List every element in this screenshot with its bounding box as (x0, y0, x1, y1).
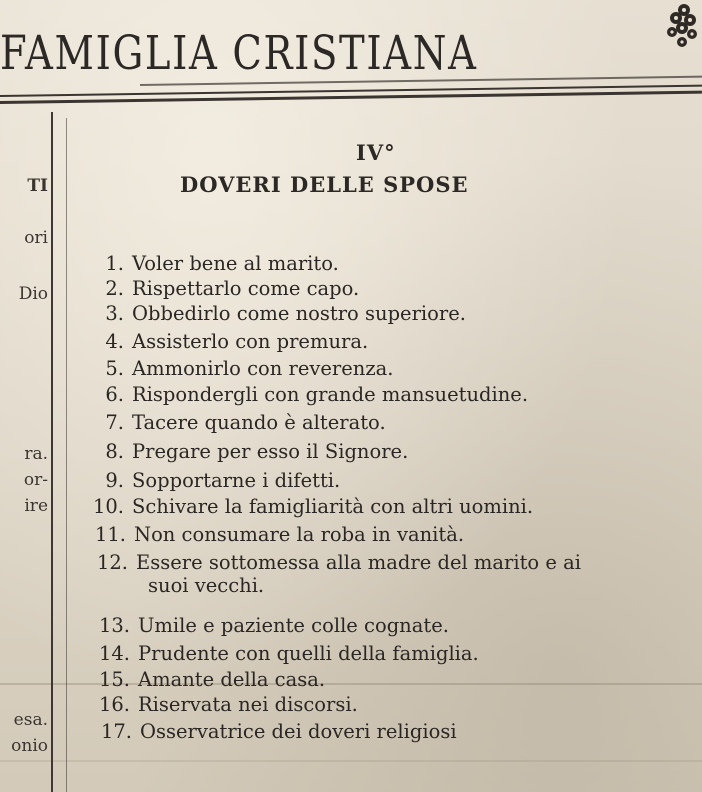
list-item (105, 330, 369, 353)
list-item-number: 16. (98, 693, 130, 716)
list-item (98, 668, 326, 691)
list-item-text: Umile e paziente colle cognate. (138, 614, 449, 637)
flower-ornament-icon (662, 0, 702, 52)
list-item-number: 9. (105, 469, 124, 492)
list-item (105, 302, 466, 325)
list-item-number: 12. (96, 551, 128, 574)
list-item-number: 17. (100, 720, 132, 743)
list-item-text: Osservatrice dei doveri religiosi (140, 720, 457, 743)
list-item-number: 6. (105, 383, 124, 406)
section-number: IV° (356, 140, 396, 165)
list-item (105, 277, 360, 300)
list-item-number: 11. (94, 523, 126, 546)
left-column-fragment: ori (24, 228, 48, 248)
left-column-fragment: Dio (18, 284, 48, 304)
list-item (98, 642, 479, 665)
list-item (105, 383, 529, 406)
fold-line (0, 760, 702, 762)
list-item-text: Ammonirlo con reverenza. (132, 357, 394, 380)
list-item-number: 2. (105, 277, 124, 300)
list-item-number: 15. (98, 668, 130, 691)
left-column-fragment: or- (23, 470, 48, 490)
list-item-text: Assisterlo con premura. (132, 330, 369, 353)
list-item-text: Obbedirlo come nostro superiore. (132, 302, 466, 325)
column-divider (51, 112, 53, 792)
list-item (98, 614, 449, 637)
list-item (94, 523, 465, 546)
list-item (105, 469, 341, 492)
list-item-text: Sopportarne i difetti. (132, 469, 341, 492)
list-item (96, 551, 581, 597)
list-item-number: 13. (98, 614, 130, 637)
left-column-fragment: TI (27, 176, 48, 196)
list-item-text-continued: suoi vecchi. (148, 574, 265, 597)
list-item-text: Essere sottomessa alla madre del marito e ai (136, 551, 581, 574)
section-title: DOVERI DELLE SPOSE (180, 172, 469, 197)
list-item-text: Riservata nei discorsi. (138, 693, 358, 716)
list-item-text: Non consumare la roba in vanità. (134, 523, 465, 546)
list-item (98, 693, 358, 716)
list-item-text: Amante della casa. (138, 668, 326, 691)
list-item-number: 14. (98, 642, 130, 665)
list-item (105, 357, 394, 380)
list-item-text: Schivare la famigliarità con altri uomini. (132, 495, 534, 518)
masthead-title: FAMIGLIA CRISTIANA (0, 26, 478, 81)
left-column-fragment: esa. (13, 710, 48, 730)
list-item (105, 440, 409, 463)
column-divider-inner (66, 118, 67, 792)
list-item-text: Voler bene al marito. (132, 252, 339, 275)
list-item (105, 252, 339, 275)
left-column-fragment: ra. (24, 444, 48, 464)
list-item-number: 7. (105, 411, 124, 434)
list-item-number: 4. (105, 330, 124, 353)
list-item-number: 3. (105, 302, 124, 325)
list-item-text: Rispettarlo come capo. (132, 277, 360, 300)
list-item-text: Tacere quando è alterato. (132, 411, 386, 434)
list-item-text: Prudente con quelli della famiglia. (138, 642, 479, 665)
list-item-text: Pregare per esso il Signore. (132, 440, 409, 463)
list-item-number: 10. (92, 495, 124, 518)
list-item (105, 411, 386, 434)
list-item-number: 8. (105, 440, 124, 463)
left-column-fragment: onio (11, 736, 48, 756)
list-item-number: 5. (105, 357, 124, 380)
list-item (92, 495, 534, 518)
list-item-number: 1. (105, 252, 124, 275)
list-item-text: Rispondergli con grande mansuetudine. (132, 383, 529, 406)
list-item (100, 720, 457, 743)
left-column-fragment: ire (24, 496, 48, 516)
